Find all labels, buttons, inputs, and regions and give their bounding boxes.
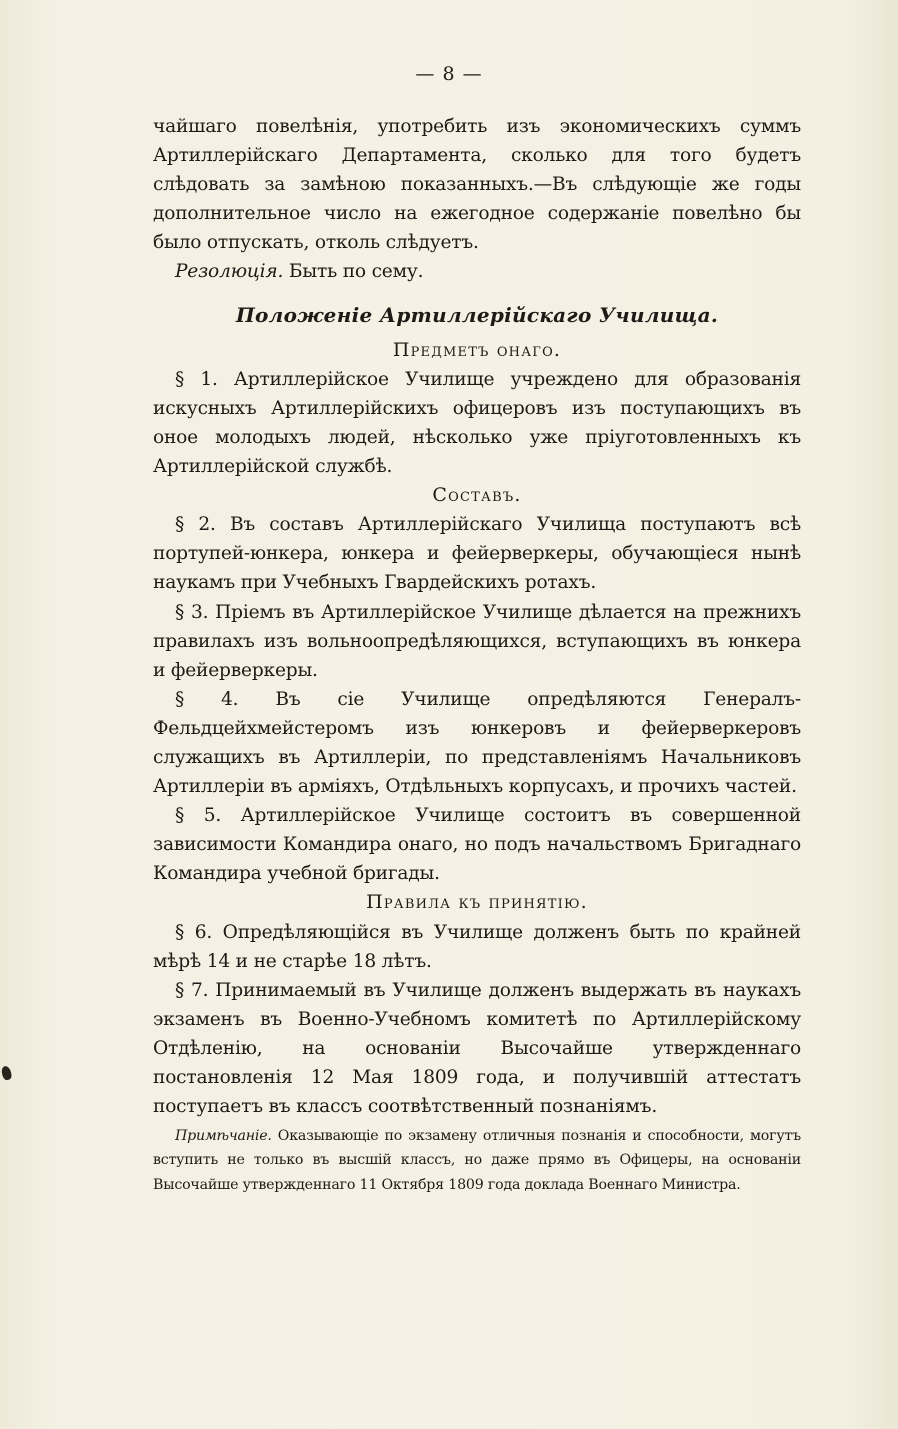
footnote-text: Оказывающіе по экзамену отличныя познанія и способности, могутъ вступить не только въ высшій классъ, но даже прямо въ Офицеры, на основаніи Высочайше утвержденнаго 11 Октября 1809 года доклада Военнаго Министра. bbox=[153, 1128, 801, 1193]
paragraph-7: § 7. Принимаемый въ Училище долженъ выдержать въ наукахъ экзаменъ въ Военно-Учебномъ комитетѣ по Артиллерійскому Отдѣленію, на основаніи Высочайше утвержденнаго постановленія 12 Мая 1809 года, и получившій аттестатъ поступаетъ въ классъ соотвѣтственный познаніямъ. bbox=[153, 979, 801, 1118]
text-block bbox=[153, 112, 801, 1197]
paragraph-2: § 2. Въ составъ Артиллерійскаго Училища поступаютъ всѣ портупей-юнкера, юнкера и фейерверкеры, обучающіеся нынѣ наукамъ при Учебныхъ Гвардейскихъ ротахъ. bbox=[153, 514, 801, 594]
resolution-text: Быть по сему. bbox=[283, 261, 424, 283]
resolution-line bbox=[153, 257, 801, 286]
paragraph-5: § 5. Артиллерійское Училище состоитъ въ совершенной зависимости Командира онаго, но подъ начальствомъ Бригаднаго Командира учебной бригады. bbox=[153, 805, 801, 885]
footnote bbox=[153, 1124, 801, 1197]
paragraph-4: § 4. Въ сіе Училище опредѣляются Генералъ-Фельдцейхмейстеромъ изъ юнкеровъ и фейерверкеровъ служащихъ въ Артиллеріи, по представленіямъ Начальниковъ Артиллеріи въ арміяхъ, Отдѣльныхъ корпусахъ, и прочихъ частей. bbox=[153, 688, 801, 798]
intro-paragraph: чайшаго повелѣнія, употребить изъ экономическихъ суммъ Артиллерійскаго Департамента, сколько для того будетъ слѣдовать за замѣною показанныхъ.—Въ слѣдующіе же годы дополнительное число на ежегодное содержаніе повелѣно бы было отпускать, отколь слѣдуетъ. bbox=[153, 116, 801, 254]
section-heading-admission-rules: Правила къ принятію. bbox=[366, 891, 588, 914]
footnote-label: Примѣчаніе. bbox=[175, 1128, 272, 1145]
paragraph-3: § 3. Пріемъ въ Артиллерійское Училище дѣлается на прежнихъ правилахъ изъ вольноопредѣляющихся, вступающихъ въ юнкера и фейерверкеры. bbox=[153, 601, 801, 681]
paragraph-6: § 6. Опредѣляющійся въ Училище долженъ быть по крайней мѣрѣ 14 и не старѣе 18 лѣтъ. bbox=[153, 921, 801, 972]
resolution-label: Резолюція. bbox=[175, 261, 284, 283]
section-heading-subject: Предметъ онаго. bbox=[392, 338, 562, 361]
ink-blot bbox=[0, 1065, 12, 1081]
paragraph-1: § 1. Артиллерійское Училище учреждено для образованія искусныхъ Артиллерійскихъ офицеровъ изъ поступающихъ въ оное молодыхъ людей, нѣсколько уже пріуготовленныхъ къ Артиллерійской службѣ. bbox=[153, 368, 801, 478]
document-title: Положеніе Артиллерійскаго Училища. bbox=[235, 302, 719, 327]
section-heading-composition: Составъ. bbox=[432, 484, 522, 507]
page-number: — 8 — bbox=[415, 63, 483, 85]
